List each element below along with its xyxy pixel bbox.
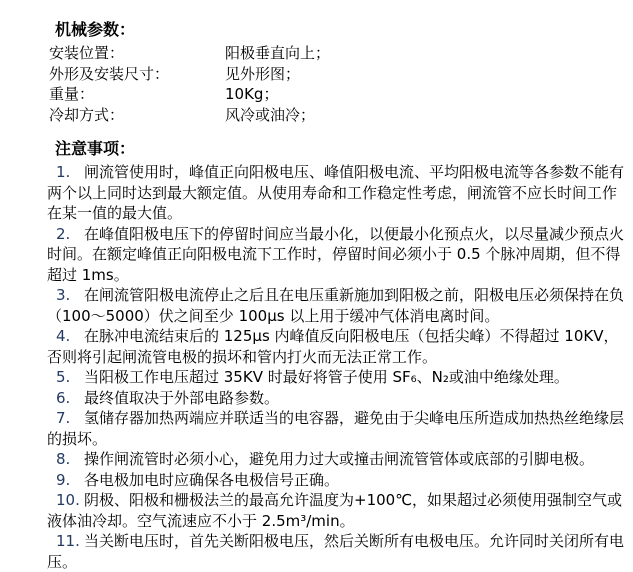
list-item — [47, 531, 625, 572]
list-item — [47, 388, 625, 409]
list-item-text: 操作闸流管时必须小心，避免用力过大或撞击闸流管管体或底部的引脚电极。 — [84, 450, 595, 468]
parameter-label: 外形及安装尺寸： — [49, 64, 170, 83]
list-item-number: 11. — [56, 532, 80, 550]
list-item — [47, 326, 625, 367]
mechanical-params-table — [47, 43, 625, 125]
list-item-number: 2. — [56, 224, 71, 243]
list-item — [47, 162, 625, 224]
list-item — [47, 285, 625, 326]
list-item-text: 在峰值阳极电压下的停留时间应当最小化，以便最小化预点火，以尽量减少预点火时间。在额定峰值正向阳极电流下工作时，停留时间必须小于 0.5 个脉冲周期，但不得超过 1ms。 — [47, 224, 625, 284]
parameter-row — [47, 84, 625, 105]
parameter-value: 风冷或油冷； — [225, 105, 316, 124]
list-item-text: 在闸流管阳极电流停止之后且在电压重新施加到阳极之前，阳极电压必须保持在负（100～5000）伏之间至少 100μs 以上用于缓冲气体消电离时间。 — [47, 286, 625, 325]
parameter-row — [47, 43, 625, 64]
list-item-number: 9. — [56, 470, 71, 489]
list-item — [47, 408, 625, 449]
mechanical-params-title: 机械参数： — [55, 20, 136, 39]
list-item-number: 3. — [56, 286, 71, 304]
parameter-value: 阳极垂直向上； — [225, 44, 331, 62]
parameter-label: 冷却方式： — [49, 105, 125, 124]
precautions-title: 注意事项： — [55, 139, 136, 158]
parameter-value: 见外形图； — [225, 64, 301, 83]
list-item — [47, 224, 625, 286]
list-item-number: 8. — [56, 450, 71, 468]
list-item-text: 在脉冲电流结束后的 125μs 内峰值反向阳极电压（包括尖峰）不得超过 10KV，否则将引起闸流管电极的损坏和管内打火而无法正常工作。 — [47, 327, 619, 366]
list-item-text: 阴极、阳极和栅极法兰的最高允许温度为+100℃，如果超过必须使用强制空气或液体油冷却。空气流速应不小于 2.5m³/min。 — [47, 491, 623, 530]
precautions-list — [47, 162, 625, 572]
list-item — [47, 449, 625, 470]
list-item-number: 7. — [56, 409, 71, 427]
list-item-number: 6. — [56, 388, 71, 407]
mechanical-params-section — [47, 19, 625, 125]
parameter-label: 安装位置： — [49, 44, 125, 62]
list-item-number: 4. — [56, 327, 71, 345]
list-item-text: 当关断电压时，首先关断阳极电压，然后关断所有电极电压。允许同时关闭所有电压。 — [47, 532, 625, 571]
list-item-text: 当阳极工作电压超过 35KV 时最好将管子使用 SF₆、N₂或油中绝缘处理。 — [84, 368, 569, 386]
list-item — [47, 490, 625, 531]
list-item-text: 闸流管使用时，峰值正向阳极电压、峰值阳极电流、平均阳极电流等各参数不能有两个以上同时达到最大额定值。从使用寿命和工作稳定性考虑，闸流管不应长时间工作在某一值的最大值。 — [47, 163, 625, 222]
list-item-text: 最终值取决于外部电路参数。 — [84, 388, 280, 407]
parameter-row — [47, 105, 625, 126]
parameter-row — [47, 64, 625, 85]
list-item-text: 氢储存器加热两端应并联适当的电容器，避免由于尖峰电压所造成加热热丝绝缘层的损坏。 — [47, 409, 625, 448]
list-item-number: 5. — [56, 368, 71, 386]
parameter-value: 10Kg； — [225, 85, 279, 103]
list-item-number: 1. — [56, 163, 71, 181]
list-item — [47, 470, 625, 491]
parameter-label: 重量： — [49, 85, 95, 103]
list-item-number: 10. — [56, 491, 80, 509]
list-item — [47, 367, 625, 388]
precautions-section — [47, 138, 625, 572]
list-item-text: 各电极加电时应确保各电极信号正确。 — [84, 470, 340, 489]
